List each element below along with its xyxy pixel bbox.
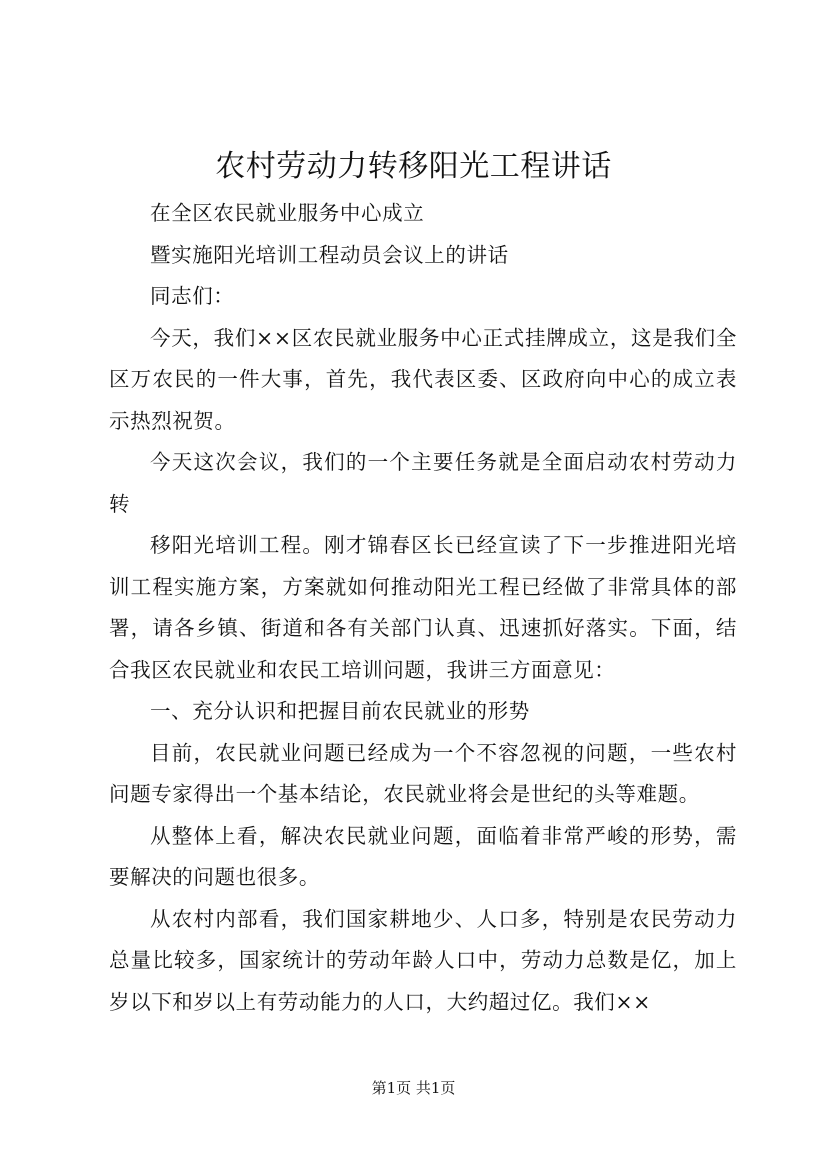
paragraph: 从农村内部看，我们国家耕地少、人口多，特别是农民劳动力总量比较多，国家统计的劳动年龄人口中，劳动力总数是亿，加上岁以下和岁以上有劳动能力的人口，大约超过亿。我们××	[109, 906, 737, 1014]
paragraph: 暨实施阳光培训工程动员会议上的讲话	[150, 242, 509, 267]
document-body	[109, 193, 737, 1023]
paragraph: 从整体上看，解决农民就业问题，面临着非常严峻的形势，需要解决的问题也很多。	[109, 823, 737, 889]
paragraph: 一、充分认识和把握目前农民就业的形势	[150, 699, 530, 723]
page-number-footer: 第1页 共1页	[371, 1079, 456, 1097]
document-title: 农村劳动力转移阳光工程讲话	[215, 149, 612, 184]
paragraph: 今天这次会议，我们的一个主要任务就是全面启动农村劳动力转	[109, 450, 737, 516]
paragraph: 在全区农民就业服务中心成立	[150, 201, 425, 225]
paragraph: 今天，我们××区农民就业服务中心正式挂牌成立，这是我们全区万农民的一件大事，首先，我代表区委、区政府向中心的成立表示热烈祝贺。	[109, 325, 737, 433]
paragraph: 同志们：	[150, 284, 235, 308]
paragraph: 目前，农民就业问题已经成为一个不容忽视的问题，一些农村问题专家得出一个基本结论，农民就业将会是世纪的头等难题。	[109, 740, 737, 806]
paragraph: 移阳光培训工程。刚才锦春区长已经宣读了下一步推进阳光培训工程实施方案，方案就如何推动阳光工程已经做了非常具体的部署，请各乡镇、街道和各有关部门认真、迅速抓好落实。下面，结合我区农民就业和农民工培训问题，我讲三方面意见：	[109, 533, 737, 682]
